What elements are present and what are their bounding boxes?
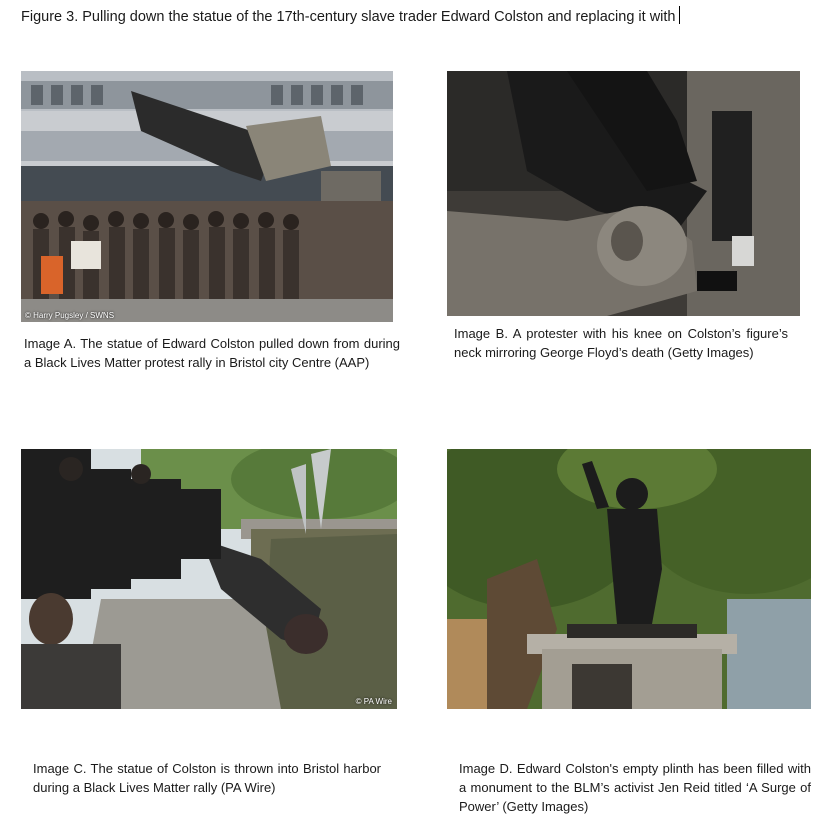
image-b-caption: Image B. A protester with his knee on Colston’s figure’s neck mirroring George Floyd’s death (Getty Images) bbox=[454, 326, 788, 360]
image-b-illustration bbox=[447, 71, 800, 316]
figure-title bbox=[21, 6, 821, 27]
image-a-illustration bbox=[21, 71, 393, 322]
image-c-illustration bbox=[21, 449, 397, 709]
image-c-caption: Image C. The statue of Colston is thrown into Bristol harbor during a Black Lives Matter rally (PA Wire) bbox=[33, 761, 381, 795]
figure-title-text: Figure 3. Pulling down the statue of the 17th-century slave trader Edward Colston and replacing it with bbox=[21, 9, 676, 25]
image-d-illustration bbox=[447, 449, 811, 709]
text-cursor bbox=[679, 6, 680, 24]
image-a-credit: © Harry Pugsley / SWNS bbox=[25, 311, 115, 320]
image-a bbox=[21, 71, 393, 322]
image-d-caption: Image D. Edward Colston's empty plinth has been filled with a monument to the BLM’s activist Jen Reid titled ‘A Surge of Power’ (Getty Images) bbox=[459, 761, 811, 814]
image-b bbox=[447, 71, 800, 316]
image-a-caption: Image A. The statue of Edward Colston pulled down from during a Black Lives Matter protest rally in Bristol city Centre (AAP) bbox=[24, 336, 400, 370]
image-c bbox=[21, 449, 397, 709]
image-c-credit: © PA Wire bbox=[355, 697, 392, 706]
image-d bbox=[447, 449, 811, 709]
